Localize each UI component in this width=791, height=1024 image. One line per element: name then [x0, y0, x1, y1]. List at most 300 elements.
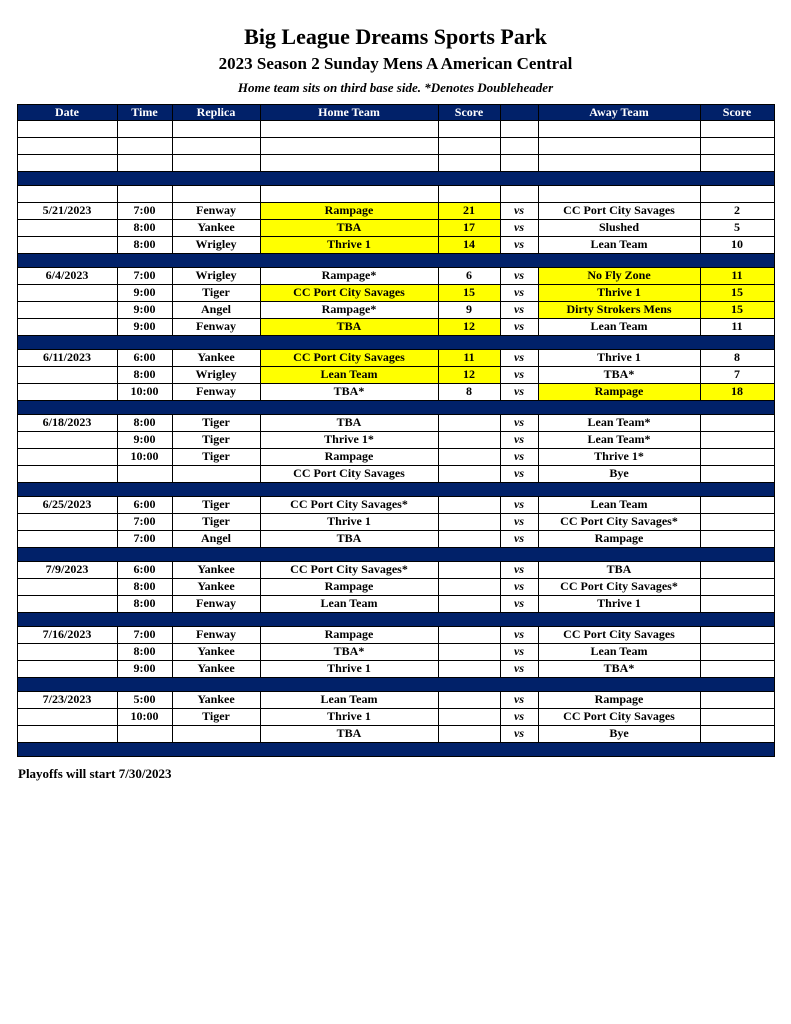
time-cell: 10:00: [117, 449, 172, 466]
replica-cell: [172, 121, 260, 138]
game-row: [17, 384, 774, 401]
vs-cell: vs: [500, 726, 538, 743]
separator-row: [17, 254, 774, 268]
home-cell: Lean Team: [260, 692, 438, 709]
date-cell: [17, 579, 117, 596]
away-cell: CC Port City Savages: [538, 627, 700, 644]
column-header-home-team: Home Team: [260, 105, 438, 121]
separator-row: [17, 172, 774, 186]
away-cell: CC Port City Savages*: [538, 579, 700, 596]
date-cell: [17, 155, 117, 172]
time-cell: 9:00: [117, 302, 172, 319]
date-cell: [17, 302, 117, 319]
home-cell: [260, 155, 438, 172]
game-row: [17, 726, 774, 743]
separator-row: [17, 678, 774, 692]
home-score-cell: [438, 415, 500, 432]
home-score-cell: [438, 531, 500, 548]
date-cell: [17, 220, 117, 237]
column-header-away-team: Away Team: [538, 105, 700, 121]
home-cell: Thrive 1: [260, 237, 438, 254]
home-cell: TBA: [260, 220, 438, 237]
home-cell: TBA: [260, 726, 438, 743]
home-score-cell: 14: [438, 237, 500, 254]
home-cell: CC Port City Savages: [260, 350, 438, 367]
home-cell: CC Port City Savages: [260, 466, 438, 483]
separator-row: [17, 613, 774, 627]
vs-cell: vs: [500, 627, 538, 644]
away-cell: Lean Team: [538, 497, 700, 514]
away-cell: Lean Team*: [538, 415, 700, 432]
game-row: [17, 596, 774, 613]
time-cell: [117, 138, 172, 155]
away-score-cell: [700, 644, 774, 661]
date-cell: [17, 514, 117, 531]
away-score-cell: [700, 514, 774, 531]
vs-cell: vs: [500, 319, 538, 336]
away-score-cell: 8: [700, 350, 774, 367]
separator-band: [17, 613, 774, 627]
replica-cell: Tiger: [172, 432, 260, 449]
home-cell: TBA*: [260, 384, 438, 401]
game-row: [17, 627, 774, 644]
away-cell: No Fly Zone: [538, 268, 700, 285]
home-cell: Rampage*: [260, 302, 438, 319]
away-cell: [538, 121, 700, 138]
away-score-cell: 7: [700, 367, 774, 384]
home-score-cell: [438, 497, 500, 514]
home-score-cell: [438, 138, 500, 155]
date-cell: 6/18/2023: [17, 415, 117, 432]
away-cell: [538, 155, 700, 172]
home-score-cell: 21: [438, 203, 500, 220]
time-cell: [117, 186, 172, 203]
home-score-cell: [438, 121, 500, 138]
away-score-cell: 15: [700, 302, 774, 319]
away-cell: Dirty Strokers Mens: [538, 302, 700, 319]
home-score-cell: [438, 155, 500, 172]
away-score-cell: 15: [700, 285, 774, 302]
replica-cell: [172, 466, 260, 483]
empty-row: [17, 155, 774, 172]
away-score-cell: [700, 692, 774, 709]
home-score-cell: 12: [438, 367, 500, 384]
replica-cell: Tiger: [172, 415, 260, 432]
column-header-away-score: Score: [700, 105, 774, 121]
away-score-cell: 11: [700, 319, 774, 336]
vs-cell: vs: [500, 415, 538, 432]
vs-cell: vs: [500, 285, 538, 302]
game-row: [17, 432, 774, 449]
home-score-cell: [438, 661, 500, 678]
away-score-cell: 10: [700, 237, 774, 254]
separator-band: [17, 254, 774, 268]
time-cell: 8:00: [117, 367, 172, 384]
page-subtitle: 2023 Season 2 Sunday Mens A American Central: [218, 54, 573, 73]
time-cell: 7:00: [117, 268, 172, 285]
vs-cell: vs: [500, 367, 538, 384]
home-score-cell: 15: [438, 285, 500, 302]
away-score-cell: 11: [700, 268, 774, 285]
away-score-cell: [700, 579, 774, 596]
replica-cell: [172, 186, 260, 203]
empty-row: [17, 121, 774, 138]
time-cell: 8:00: [117, 644, 172, 661]
home-cell: Thrive 1: [260, 661, 438, 678]
away-cell: Bye: [538, 466, 700, 483]
away-cell: TBA: [538, 562, 700, 579]
vs-cell: [500, 186, 538, 203]
away-cell: Rampage: [538, 692, 700, 709]
game-row: [17, 692, 774, 709]
date-cell: [17, 367, 117, 384]
replica-cell: Fenway: [172, 384, 260, 401]
vs-cell: vs: [500, 562, 538, 579]
away-cell: [538, 138, 700, 155]
schedule-table-head: [17, 105, 774, 121]
home-cell: Lean Team: [260, 596, 438, 613]
home-cell: TBA: [260, 531, 438, 548]
vs-cell: vs: [500, 514, 538, 531]
replica-cell: Angel: [172, 302, 260, 319]
away-cell: Thrive 1: [538, 350, 700, 367]
time-cell: 8:00: [117, 596, 172, 613]
vs-cell: vs: [500, 432, 538, 449]
replica-cell: [172, 155, 260, 172]
away-score-cell: [700, 432, 774, 449]
away-score-cell: [700, 627, 774, 644]
away-score-cell: [700, 415, 774, 432]
home-cell: Lean Team: [260, 367, 438, 384]
replica-cell: Fenway: [172, 319, 260, 336]
header-row: [17, 105, 774, 121]
away-cell: Rampage: [538, 384, 700, 401]
separator-band: [17, 172, 774, 186]
date-cell: [17, 449, 117, 466]
separator-band: [17, 743, 774, 757]
game-row: [17, 466, 774, 483]
date-cell: [17, 466, 117, 483]
game-row: [17, 579, 774, 596]
away-score-cell: [700, 661, 774, 678]
away-cell: Lean Team: [538, 237, 700, 254]
home-score-cell: [438, 466, 500, 483]
home-cell: [260, 186, 438, 203]
column-header-time: Time: [117, 105, 172, 121]
vs-cell: vs: [500, 302, 538, 319]
vs-cell: vs: [500, 203, 538, 220]
date-cell: [17, 237, 117, 254]
game-row: [17, 709, 774, 726]
away-score-cell: [700, 562, 774, 579]
vs-cell: vs: [500, 644, 538, 661]
replica-cell: Yankee: [172, 350, 260, 367]
replica-cell: Yankee: [172, 220, 260, 237]
replica-cell: Angel: [172, 531, 260, 548]
date-cell: [17, 661, 117, 678]
replica-cell: Yankee: [172, 579, 260, 596]
game-row: [17, 415, 774, 432]
game-row: [17, 220, 774, 237]
away-score-cell: 18: [700, 384, 774, 401]
home-score-cell: 6: [438, 268, 500, 285]
away-cell: Slushed: [538, 220, 700, 237]
away-cell: CC Port City Savages*: [538, 514, 700, 531]
home-score-cell: 17: [438, 220, 500, 237]
column-header-replica: Replica: [172, 105, 260, 121]
date-cell: [17, 596, 117, 613]
home-cell: Thrive 1*: [260, 432, 438, 449]
vs-cell: vs: [500, 384, 538, 401]
home-score-cell: [438, 579, 500, 596]
game-row: [17, 531, 774, 548]
vs-cell: vs: [500, 579, 538, 596]
date-cell: [17, 726, 117, 743]
separator-band: [17, 483, 774, 497]
home-cell: [260, 121, 438, 138]
replica-cell: Yankee: [172, 692, 260, 709]
separator-row: [17, 336, 774, 350]
vs-cell: vs: [500, 692, 538, 709]
time-cell: [117, 155, 172, 172]
time-cell: 5:00: [117, 692, 172, 709]
time-cell: 6:00: [117, 350, 172, 367]
replica-cell: Yankee: [172, 644, 260, 661]
home-score-cell: 8: [438, 384, 500, 401]
page-note: Home team sits on third base side. *Denotes Doubleheader: [237, 80, 554, 95]
separator-band: [17, 548, 774, 562]
date-cell: 6/11/2023: [17, 350, 117, 367]
vs-cell: vs: [500, 531, 538, 548]
away-score-cell: 2: [700, 203, 774, 220]
vs-cell: [500, 155, 538, 172]
home-cell: CC Port City Savages: [260, 285, 438, 302]
game-row: [17, 514, 774, 531]
home-cell: [260, 138, 438, 155]
game-row: [17, 497, 774, 514]
game-row: [17, 644, 774, 661]
home-score-cell: [438, 692, 500, 709]
time-cell: 10:00: [117, 384, 172, 401]
game-row: [17, 268, 774, 285]
away-score-cell: [700, 186, 774, 203]
time-cell: 9:00: [117, 319, 172, 336]
vs-cell: vs: [500, 596, 538, 613]
replica-cell: [172, 726, 260, 743]
home-cell: TBA*: [260, 644, 438, 661]
replica-cell: Wrigley: [172, 237, 260, 254]
away-cell: Lean Team: [538, 644, 700, 661]
date-cell: 6/25/2023: [17, 497, 117, 514]
replica-cell: Fenway: [172, 203, 260, 220]
date-cell: 7/16/2023: [17, 627, 117, 644]
away-cell: Thrive 1: [538, 285, 700, 302]
vs-cell: vs: [500, 449, 538, 466]
away-score-cell: [700, 138, 774, 155]
home-cell: CC Port City Savages*: [260, 497, 438, 514]
home-cell: TBA: [260, 415, 438, 432]
time-cell: 7:00: [117, 514, 172, 531]
time-cell: 8:00: [117, 579, 172, 596]
home-cell: Rampage: [260, 579, 438, 596]
date-cell: 5/21/2023: [17, 203, 117, 220]
home-score-cell: 11: [438, 350, 500, 367]
vs-cell: vs: [500, 268, 538, 285]
time-cell: 9:00: [117, 661, 172, 678]
game-row: [17, 367, 774, 384]
separator-row: [17, 548, 774, 562]
time-cell: 9:00: [117, 285, 172, 302]
date-cell: [17, 138, 117, 155]
replica-cell: Yankee: [172, 661, 260, 678]
vs-cell: vs: [500, 466, 538, 483]
replica-cell: [172, 138, 260, 155]
vs-cell: vs: [500, 237, 538, 254]
time-cell: 7:00: [117, 203, 172, 220]
time-cell: [117, 466, 172, 483]
game-row: [17, 302, 774, 319]
time-cell: 8:00: [117, 237, 172, 254]
home-score-cell: [438, 449, 500, 466]
separator-row: [17, 401, 774, 415]
time-cell: 7:00: [117, 627, 172, 644]
date-cell: 6/4/2023: [17, 268, 117, 285]
vs-cell: vs: [500, 350, 538, 367]
date-cell: [17, 384, 117, 401]
date-cell: [17, 531, 117, 548]
date-cell: [17, 709, 117, 726]
home-cell: Rampage*: [260, 268, 438, 285]
home-score-cell: [438, 709, 500, 726]
separator-band: [17, 678, 774, 692]
date-cell: [17, 644, 117, 661]
away-cell: Lean Team: [538, 319, 700, 336]
away-score-cell: [700, 726, 774, 743]
time-cell: 7:00: [117, 531, 172, 548]
home-score-cell: 9: [438, 302, 500, 319]
away-cell: Bye: [538, 726, 700, 743]
replica-cell: Yankee: [172, 562, 260, 579]
away-cell: Rampage: [538, 531, 700, 548]
away-cell: Thrive 1*: [538, 449, 700, 466]
home-cell: Rampage: [260, 627, 438, 644]
home-score-cell: [438, 514, 500, 531]
game-row: [17, 350, 774, 367]
away-score-cell: [700, 155, 774, 172]
schedule-table: [17, 104, 775, 757]
time-cell: [117, 726, 172, 743]
vs-cell: vs: [500, 709, 538, 726]
away-score-cell: [700, 497, 774, 514]
separator-row: [17, 743, 774, 757]
time-cell: 8:00: [117, 220, 172, 237]
separator-band: [17, 401, 774, 415]
date-cell: 7/23/2023: [17, 692, 117, 709]
date-cell: [17, 285, 117, 302]
column-header-vs: [500, 105, 538, 121]
vs-cell: vs: [500, 661, 538, 678]
home-score-cell: [438, 432, 500, 449]
replica-cell: Wrigley: [172, 268, 260, 285]
empty-row: [17, 186, 774, 203]
replica-cell: Fenway: [172, 596, 260, 613]
replica-cell: Tiger: [172, 497, 260, 514]
game-row: [17, 237, 774, 254]
replica-cell: Fenway: [172, 627, 260, 644]
away-cell: CC Port City Savages: [538, 709, 700, 726]
vs-cell: vs: [500, 497, 538, 514]
home-score-cell: [438, 644, 500, 661]
away-cell: TBA*: [538, 661, 700, 678]
away-score-cell: [700, 531, 774, 548]
away-cell: TBA*: [538, 367, 700, 384]
replica-cell: Tiger: [172, 709, 260, 726]
time-cell: 6:00: [117, 562, 172, 579]
replica-cell: Tiger: [172, 449, 260, 466]
home-score-cell: [438, 596, 500, 613]
home-score-cell: [438, 562, 500, 579]
date-cell: [17, 186, 117, 203]
game-row: [17, 319, 774, 336]
away-cell: CC Port City Savages: [538, 203, 700, 220]
replica-cell: Wrigley: [172, 367, 260, 384]
empty-row: [17, 138, 774, 155]
replica-cell: Tiger: [172, 514, 260, 531]
home-cell: Thrive 1: [260, 709, 438, 726]
date-cell: [17, 432, 117, 449]
column-header-home-score: Score: [438, 105, 500, 121]
away-score-cell: [700, 449, 774, 466]
home-cell: Thrive 1: [260, 514, 438, 531]
game-row: [17, 562, 774, 579]
home-score-cell: [438, 627, 500, 644]
column-header-date: Date: [17, 105, 117, 121]
date-cell: 7/9/2023: [17, 562, 117, 579]
home-score-cell: 12: [438, 319, 500, 336]
time-cell: 6:00: [117, 497, 172, 514]
away-score-cell: [700, 596, 774, 613]
time-cell: 10:00: [117, 709, 172, 726]
away-score-cell: [700, 466, 774, 483]
away-score-cell: [700, 121, 774, 138]
time-cell: [117, 121, 172, 138]
away-cell: Lean Team*: [538, 432, 700, 449]
page-title: Big League Dreams Sports Park: [244, 24, 547, 49]
game-row: [17, 449, 774, 466]
vs-cell: vs: [500, 220, 538, 237]
date-cell: [17, 121, 117, 138]
vs-cell: [500, 138, 538, 155]
away-cell: [538, 186, 700, 203]
home-score-cell: [438, 186, 500, 203]
vs-cell: [500, 121, 538, 138]
away-cell: Thrive 1: [538, 596, 700, 613]
date-cell: [17, 319, 117, 336]
time-cell: 8:00: [117, 415, 172, 432]
home-score-cell: [438, 726, 500, 743]
game-row: [17, 661, 774, 678]
separator-band: [17, 336, 774, 350]
home-cell: Rampage: [260, 203, 438, 220]
time-cell: 9:00: [117, 432, 172, 449]
separator-row: [17, 483, 774, 497]
playoffs-note: Playoffs will start 7/30/2023: [18, 766, 172, 781]
away-score-cell: 5: [700, 220, 774, 237]
replica-cell: Tiger: [172, 285, 260, 302]
away-score-cell: [700, 709, 774, 726]
game-row: [17, 285, 774, 302]
schedule-table-body: [17, 121, 774, 757]
